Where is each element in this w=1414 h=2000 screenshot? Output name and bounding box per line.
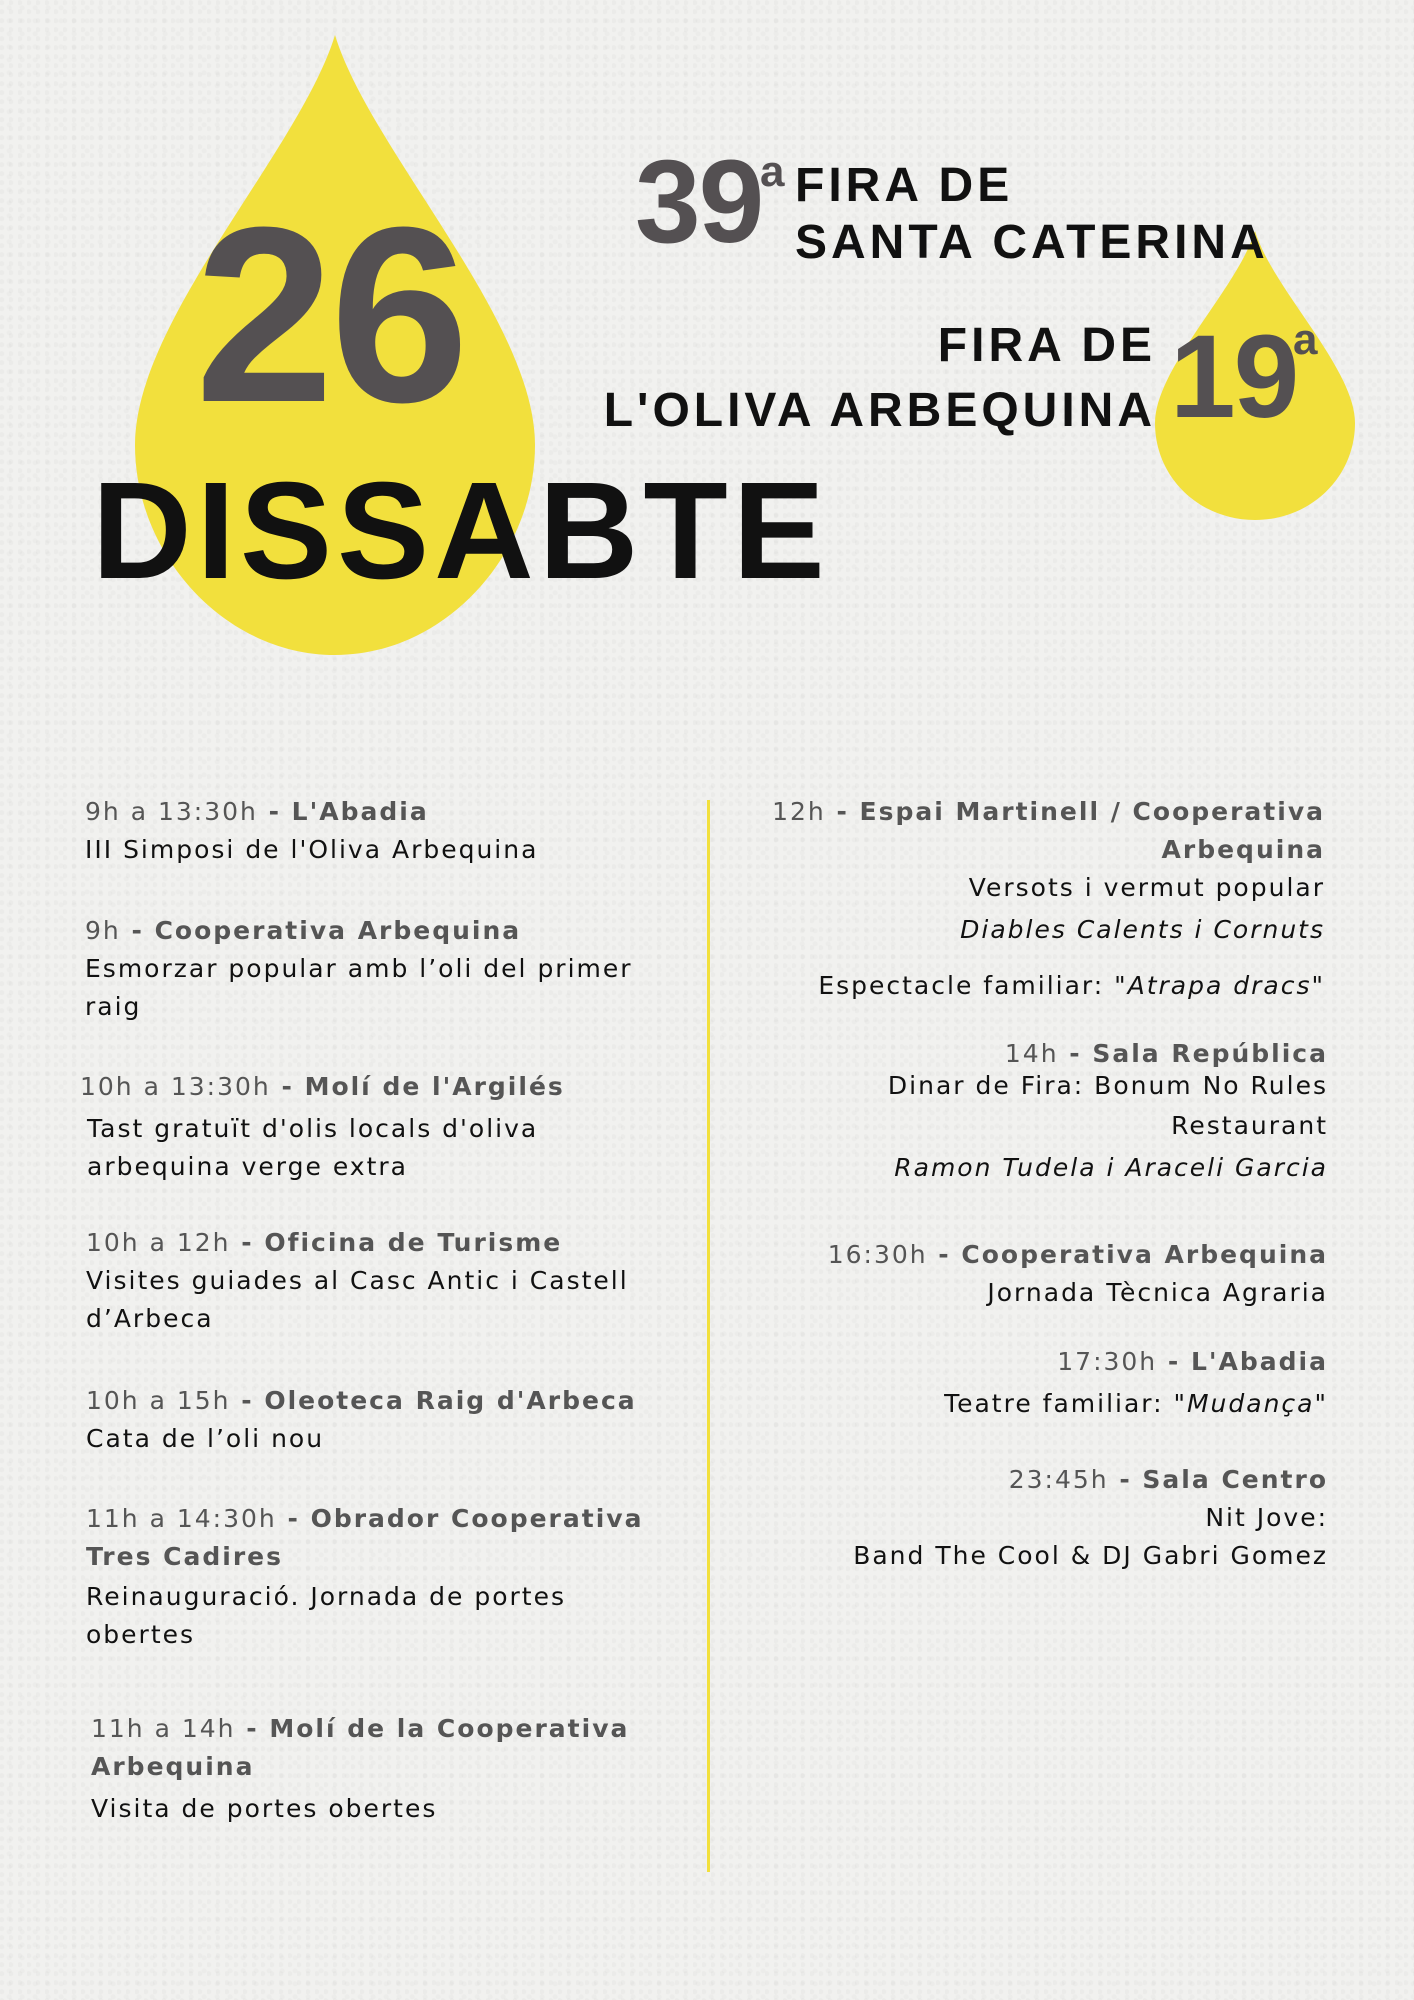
event-left-7: 11h a 14h - Molí de la Cooperativa Arbequina Visita de portes obertes: [91, 1710, 661, 1828]
desc-title: Mudança: [1186, 1389, 1315, 1418]
event-right-4: 17:30h - L'Abadia Teatre familiar: "Mudança": [708, 1343, 1328, 1423]
event-desc: III Simposi de l'Oliva Arbequina: [85, 835, 539, 864]
event-desc: Reinauguració. Jornada de portes obertes: [86, 1582, 566, 1649]
event-desc: Tast gratuït d'olis locals d'oliva arbequina verge extra: [87, 1114, 539, 1181]
event-show: [705, 967, 1325, 1005]
event-time: 10h a 13:30h: [80, 1072, 271, 1101]
event-left-4: 10h a 12h - Oficina de Turisme Visites guiades al Casc Antic i Castell d’Arbeca: [86, 1224, 676, 1338]
event-left-1: 9h a 13:30h - L'Abadia III Simposi de l'Oliva Arbequina: [85, 793, 665, 869]
event-place: Oficina de Turisme: [264, 1228, 563, 1257]
event-time: 23:45h: [1008, 1465, 1109, 1494]
event-place: Sala República: [1092, 1039, 1328, 1068]
show-prefix: Espectacle familiar: ": [818, 971, 1128, 1000]
event-left-5: 10h a 15h - Oleoteca Raig d'Arbeca Cata de l’oli nou: [86, 1382, 676, 1458]
event-place: L'Abadia: [1190, 1347, 1328, 1376]
event-right-3: 16:30h - Cooperativa Arbequina Jornada Tècnica Agraria: [708, 1236, 1328, 1312]
event-desc: Visites guiades al Casc Antic i Castell d’Arbeca: [86, 1266, 629, 1333]
event-time: 11h a 14:30h: [86, 1504, 277, 1533]
event-desc: Cata de l’oli nou: [86, 1424, 325, 1453]
event-performers: Diables Calents i Cornuts: [960, 915, 1325, 944]
event-place: Cooperativa Arbequina: [961, 1240, 1328, 1269]
edition-main-sup: a: [760, 147, 781, 196]
event-time: 10h a 12h: [86, 1228, 231, 1257]
event-time: 9h a 13:30h: [85, 797, 258, 826]
event-time: 16:30h: [827, 1240, 928, 1269]
event-place: Espai Martinell / Cooperativa: [859, 797, 1325, 826]
event-desc: Versots i vermut popular: [968, 873, 1325, 902]
event-desc: Dinar de Fira: Bonum No Rules: [887, 1071, 1328, 1100]
event-desc: Jornada Tècnica Agraria: [987, 1278, 1328, 1307]
event-left-2: 9h - Cooperativa Arbequina Esmorzar popular amb l’oli del primer raig: [85, 912, 675, 1026]
fair-olive-line1: FIRA DE: [937, 319, 1156, 372]
event-time: 14h: [1004, 1039, 1059, 1068]
desc-suffix: ": [1314, 1389, 1328, 1418]
event-left-3: 10h a 13:30h - Molí de l'Argilés Tast gratuït d'olis locals d'oliva arbequina verge extra: [80, 1068, 640, 1186]
event-time: 11h a 14h: [91, 1714, 236, 1743]
event-place: Molí de la Cooperativa Arbequina: [91, 1714, 630, 1781]
event-place: Oleoteca Raig d'Arbeca: [264, 1386, 637, 1415]
event-place: Molí de l'Argilés: [304, 1072, 565, 1101]
day-name: DISSABTE: [92, 454, 830, 608]
event-right-5: 23:45h - Sala Centro Nit Jove: Band The Cool & DJ Gabri Gomez: [708, 1461, 1328, 1575]
event-place: Sala Centro: [1142, 1465, 1328, 1494]
event-desc-cont: Band The Cool & DJ Gabri Gomez: [853, 1541, 1328, 1570]
event-place: Obrador Cooperativa Tres Cadires: [86, 1504, 644, 1571]
desc-prefix: Teatre familiar: ": [944, 1389, 1187, 1418]
event-time: 9h: [85, 916, 121, 945]
edition-olive-sup: a: [1293, 315, 1314, 364]
event-right-2: 14h - Sala República Dinar de Fira: Bonum No Rules Restaurant Ramon Tudela i Araceli Garcia: [708, 1035, 1328, 1187]
event-place-cont: Arbequina: [1161, 835, 1325, 864]
event-time: 12h: [772, 797, 826, 826]
event-desc: [708, 1385, 1328, 1423]
event-desc: Nit Jove:: [1205, 1503, 1328, 1532]
event-desc: Visita de portes obertes: [91, 1794, 438, 1823]
event-time: 17:30h: [1057, 1347, 1158, 1376]
event-desc-cont: Restaurant: [1171, 1111, 1328, 1140]
event-right-1: 12h - Espai Martinell / Cooperativa Arbequina Versots i vermut popular Diables Calents i Cornuts Espectacle familiar: "Atrapa dracs": [705, 793, 1325, 1005]
edition-olive-number: 19: [1170, 311, 1298, 443]
fair-main-line2: SANTA CATERINA: [795, 216, 1269, 269]
fair-olive-line2: L'OLIVA ARBEQUINA: [603, 384, 1156, 437]
event-desc: Esmorzar popular amb l’oli del primer raig: [85, 954, 633, 1021]
fair-main-line1: FIRA DE: [795, 159, 1014, 212]
show-title: Atrapa dracs: [1127, 971, 1312, 1000]
event-place: L'Abadia: [291, 797, 429, 826]
event-place: Cooperativa Arbequina: [154, 916, 522, 945]
day-number: 26: [195, 175, 466, 454]
show-suffix: ": [1311, 971, 1325, 1000]
event-chefs: Ramon Tudela i Araceli Garcia: [894, 1153, 1328, 1182]
edition-main-number: 39: [635, 136, 763, 268]
event-left-6: 11h a 14:30h - Obrador Cooperativa Tres Cadires Reinauguració. Jornada de portes obertes: [86, 1500, 666, 1654]
event-time: 10h a 15h: [86, 1386, 231, 1415]
